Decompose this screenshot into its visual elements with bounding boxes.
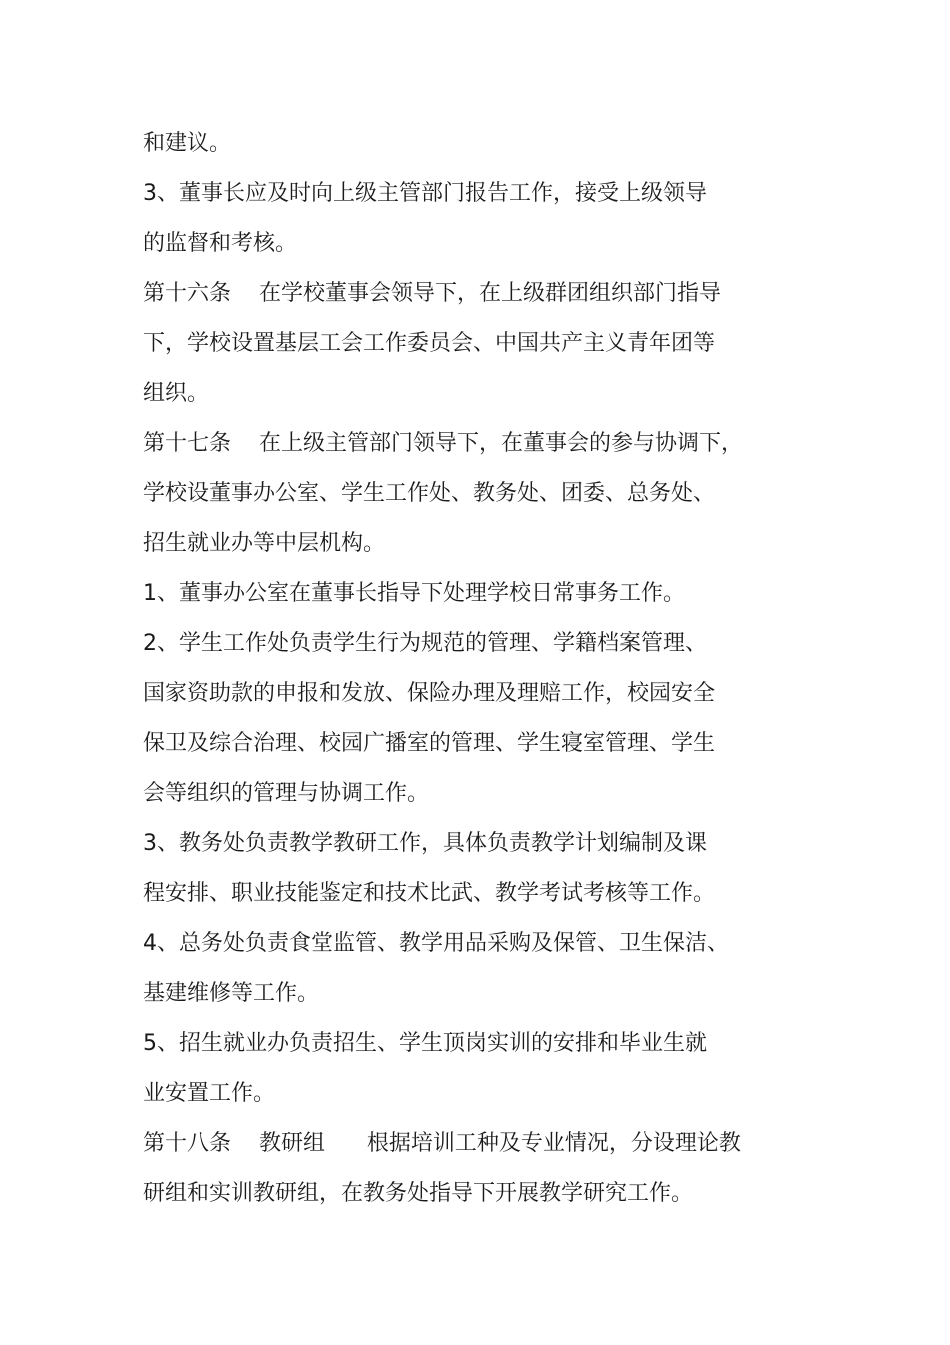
text-line: 会等组织的管理与协调工作。 bbox=[143, 781, 430, 806]
text-line: 1、董事办公室在董事长指导下处理学校日常事务工作。 bbox=[143, 581, 685, 606]
text-line: 学校设董事办公室、学生工作处、教务处、团委、总务处、 bbox=[143, 481, 716, 506]
text-line: 3、教务处负责教学教研工作，具体负责教学计划编制及课 bbox=[143, 831, 707, 856]
text-line: 下，学校设置基层工会工作委员会、中国共产主义青年团等 bbox=[143, 331, 716, 356]
text-line: 5、招生就业办负责招生、学生顶岗实训的安排和毕业生就 bbox=[143, 1031, 707, 1056]
text-line: 基建维修等工作。 bbox=[143, 981, 320, 1006]
text-line: 第十八条 教研组 根据培训工种及专业情况，分设理论教 bbox=[143, 1131, 741, 1156]
text-line: 的监督和考核。 bbox=[143, 231, 298, 256]
text-line: 组织。 bbox=[143, 381, 210, 406]
text-line: 3、董事长应及时向上级主管部门报告工作，接受上级领导 bbox=[143, 181, 707, 206]
text-line: 2、学生工作处负责学生行为规范的管理、学籍档案管理、 bbox=[143, 631, 707, 656]
text-line: 业安置工作。 bbox=[143, 1081, 276, 1106]
text-line: 招生就业办等中层机构。 bbox=[143, 531, 386, 556]
text-line: 第十七条 在上级主管部门领导下，在董事会的参与协调下， bbox=[143, 431, 743, 456]
text-line: 程安排、职业技能鉴定和技术比武、教学考试考核等工作。 bbox=[143, 881, 716, 906]
text-line: 研组和实训教研组，在教务处指导下开展教学研究工作。 bbox=[143, 1181, 694, 1206]
text-line: 国家资助款的申报和发放、保险办理及理赔工作，校园安全 bbox=[143, 681, 716, 706]
text-line: 和建议。 bbox=[143, 131, 232, 156]
text-line: 第十六条 在学校董事会领导下，在上级群团组织部门指导 bbox=[143, 281, 721, 306]
text-line: 保卫及综合治理、校园广播室的管理、学生寝室管理、学生 bbox=[143, 731, 716, 756]
document-body bbox=[143, 119, 823, 1219]
text-line: 4、总务处负责食堂监管、教学用品采购及保管、卫生保洁、 bbox=[143, 931, 729, 956]
